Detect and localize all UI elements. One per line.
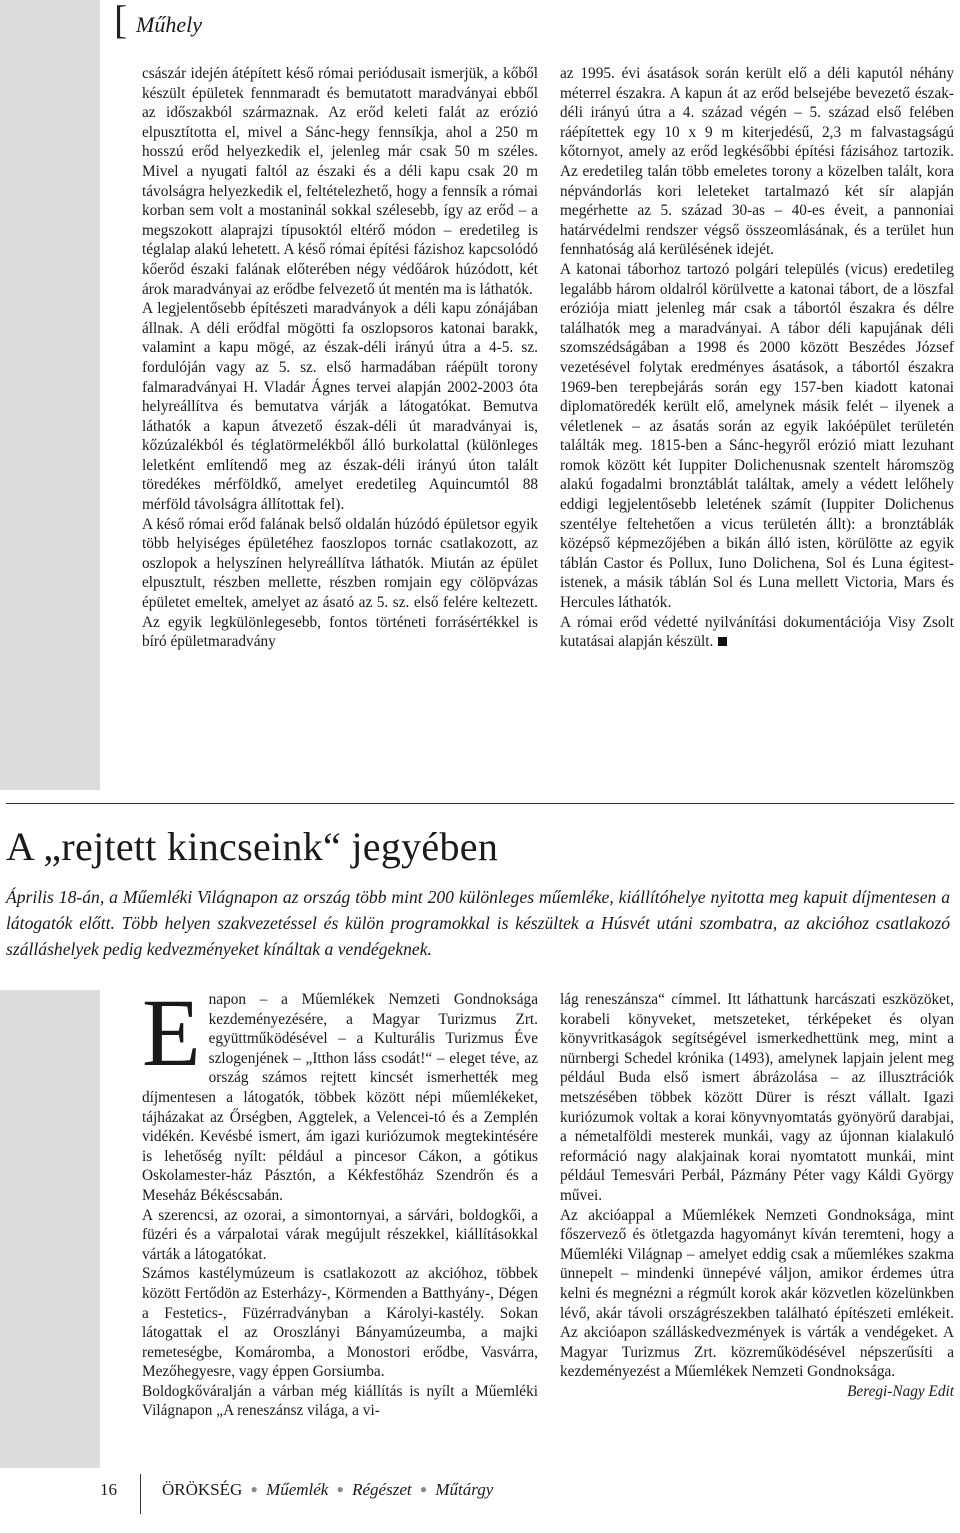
paragraph: A késő római erőd falának belső oldalán húzódó épületsor egyik több helyiséges épületéhez faoszlopos tornác csatlakozott, az oszlopok a helyszínen helyreállítva láthatók. Miután az épület elpusztult, részben mellette, részben romjain egy cölöpvázas épületet emeltek, amelyet az ásató az 5. sz. első felére keltezett. Az egyik legkülönlegesebb, fontos történeti forrásértékkel is bíró épületmaradvány — [142, 515, 538, 651]
paragraph: lág reneszánsza“ címmel. Itt láthattunk harcászati eszközöket, korabeli könyveket, metszeteket, térképeket és olyan könyvritkaságok segítségével ismerkedhettünk meg, mint a nürnbergi Schedel krónika (1493), amelynek lapjain jelent meg például Buda első ismert ábrázolása – az illusztrációk metszésében többek között Dürer is részt vállalt. Igazi kuriózumok voltak a korai könyvnyomtatás gyönyörű darabjai, a németalföldi mesterek munkái, vagy az újonnan kialakuló reformáció nagy alakjainak korai nyomtatott munkái, mint például Temesvári Perbál, Pázmány Péter vagy Káldi György művei. — [560, 991, 954, 1204]
paragraph-text: napon – a Műemlékek Nemzeti Gondnoksága kezdeményezésére, a Magyar Turizmus Zrt. együttműködésével – a Kulturális Turizmus Éve szlogenjének – „Itthon láss csodát!“ – eleget téve, az ország számos rejtett kincsét ismerhették meg díjmentesen a látogatók, többek között népi műemlékeket, tájházakat az Őrségben, Aggtelek, a Velencei-tó és a Zemplén vidékén. Kevésbé ismert, ám igazi kuriózumok megtekintésére is lehetőség nyílt: például a pincesor Cákon, a gótikus Oskolamester-ház Pásztón, a Kékfestőház Szendrőn és a Meseház Békéscsabán. — [142, 991, 538, 1204]
footer-section: Műemlék — [266, 1480, 329, 1499]
paragraph-text: A római erőd védetté nyilvánítási dokumentációja Visy Zsolt kutatásai alapján készült. — [560, 613, 954, 651]
paragraph: A katonai táborhoz tartozó polgári település (vicus) eredetileg legalább három oldalról körülvette a katonai tábort, de a löszfal eróziója miatt jelenleg már csak a tábortól északra és délre találhatók meg a maradványai. A tábor déli kapujának déli szomszédságában a 1998 és 2000 között Beszédes József vezetésével folytak eredményes ásatások, a tábortól északra 1969-ben terepbejárás során egy 157-ben kiadott katonai diplomatöredék került elő, amelynek másik felét – ilyenek a véletlenek – az ásatás során az egyik lakóépület területén találták meg. 1815-ben a Sánc-hegyről erózió miatt lezuhant romok között két Iuppiter Dolichenusnak szentelt háromszög alakú fogadalmi bronztáblát találtak, amely a védett lelőhely eddigi legjelentősebb leletének számít (Iuppiter Dolichenus szentélye feltehetően a vicus területén állt): a bronztáblák középső képmezőjében a bikán álló isten, körülötte az egyik táblán Castor és Pollux, Iuno Dolichena, Sol és Luna égitest-istenek, a másik táblán Sol és Luna mellett Victoria, Mars és Hercules láthatók. — [560, 260, 954, 612]
section-lead: Április 18-án, a Műemléki Világnapon az ország több mint 200 különleges műemléke, kiállítóhelye nyitotta meg kapuit díjmentesen a látogatók előtt. Több helyen szakvezetéssel és külön programokkal is készültek a Húsvét utáni szombatra, az akcióhoz csatlakozó szálláshelyek pedig kedvezményeket kínáltak a vendégeknek. — [6, 887, 950, 959]
header-bracket: [ — [114, 0, 128, 42]
paragraph: az 1995. évi ásatások során került elő a déli kaputól néhány méterrel északra. A kapun át az erőd belsejébe bevezető észak-déli irányú útra a 4. század végén – 5. század első felében ráépítettek egy 10 x 9 m kiterjedésű, 2,3 m falvastagságú kőtornyot, amely az erőd legkésőbbi építési fázisához tartozik. Az eredetileg talán több emeletes torony a közelben talált, kora népvándorlás kori leleteket tartalmazó két sír alapján megérhette az 5. század 30-as – 40-es éveit, a pannoniai határvédelmi rendszer végső összeomlásának, és a terület hun fennhatóság alá kerülésének idejét. — [560, 65, 954, 259]
article-top-col1 — [142, 64, 538, 652]
paragraph: császár idején átépített késő római periódusait ismerjük, a kőből készült épületek fennmaradt és bemutatott maradványai ebből az időszakból származnak. Az erőd keleti falát az erózió elpusztította el, mivel a Sánc-hegy fennsíkja, ahol a 250 m hosszú erőd helyezkedik el, jelenleg már csak 50 m széles. Mivel a nyugati faltól az északi és a déli kapu csak 20 m távolságra helyezkedik el, feltételezhető, hogy a fennsík a római korban sem volt a mostaninál sokkal szélesebb, így az erőd – a megszokott alaprajzi típusoktól eltérő módon – eredetileg is téglalap alakú lehetett. A késő római építési fázishoz kapcsolódó kőerőd északi falának előterében négy védőárok húzódott, két árok maradványai az erődbe felvezető út mentén ma is láthatók. — [142, 65, 538, 298]
author-signature: Beregi-Nagy Edit — [847, 1382, 954, 1400]
bullet-icon: ● — [336, 1482, 344, 1496]
article-top-col2 — [560, 64, 954, 652]
bullet-icon: ● — [419, 1482, 428, 1496]
section-title: A „rejtett kincseink“ jegyében — [6, 824, 499, 869]
footer-section: Műtárgy — [435, 1480, 494, 1499]
paragraph: A szerencsi, az ozorai, a simontornyai, a sárvári, boldogkői, a füzéri és a várpalotai várak megújult részekkel, kiállításokkal várták a látogatókat. — [142, 1206, 538, 1263]
bullet-icon: ● — [250, 1482, 258, 1496]
dropcap: E — [142, 979, 201, 1086]
article-bottom-col1 — [142, 979, 538, 1421]
section-divider — [6, 803, 954, 804]
article-bottom-col2 — [560, 990, 954, 1401]
footer-separator — [140, 1474, 141, 1514]
brand-name: ÖRÖKSÉG — [162, 1480, 243, 1499]
paragraph: Az akcióappal a Műemlékek Nemzeti Gondnoksága, mint főszervező és ötletgazda hagyományt kíván teremteni, hogy a Műemléki Világnap – amelyet eddig csak a műemlékes szakma ünnepelt – mindenki ünnepévé váljon, amikor érdemes útra kelni és megnézni a régmúlt korok akár közvetlen közelünkben lévő, akár távoli országrészekben található építészeti emlékeit. Az akcióapon szálláskedvezmények is várták a vendégeket. A Magyar Turizmus Zrt. közreműködésével népszerűsíti a kezdeményezést a Műemlékek Nemzeti Gondnoksága. — [560, 1206, 954, 1381]
sidebar-bar-bottom — [0, 990, 100, 1468]
paragraph: Számos kastélymúzeum is csatlakozott az akcióhoz, többek között Fertődön az Esterházy-, Körmenden a Batthyány-, Dégen a Festetics-, Füzérradványban a Károlyi-kastély. Sokan látogattak el az Oroszlányi Bányamúzeumba, a majki remeteségbe, Komáromba, a Monostori erődbe, Vasvárra, Mezőhegyesre, vagy éppen Gorsiumba. — [142, 1265, 538, 1381]
paragraph: Boldogkőváralján a várban még kiállítás is nyílt a Műemléki Világnapon „A reneszánsz világa, a vi- — [142, 1382, 538, 1420]
end-mark-icon — [718, 637, 727, 646]
footer-section: Régészet — [352, 1480, 412, 1499]
section-header-title: Műhely — [136, 12, 202, 37]
paragraph-final — [560, 613, 954, 652]
footer-brand — [162, 1480, 493, 1500]
paragraph: A legjelentősebb építészeti maradványok a déli kapu zónájában állnak. A déli erődfal mögötti fa oszlopsoros katonai barakk, valamint a kapu mögé, az észak-déli irányú útra a 4-5. sz. fordulóján vagy az 5. sz. első harmadában ráépült torony falmaradványai H. Vladár Ágnes tervei alapján 2002-2003 óta helyreállítva és bemutatva várják a látogatókat. Bemutva láthatók a kapun átvezető észak-déli út maradványai is, kőzúzalékból és téglatörmelékből álló burkolattal (különleges leletként említendő meg az észak-déli irányú úton talált töredékes mérföldkő, amelyet eredetileg Aquincumtól 88 mérföld távolságra állítottak fel). — [142, 300, 538, 514]
paragraph-first — [142, 979, 538, 1206]
sidebar-bar-top — [0, 0, 100, 790]
page-number: 16 — [100, 1480, 117, 1499]
